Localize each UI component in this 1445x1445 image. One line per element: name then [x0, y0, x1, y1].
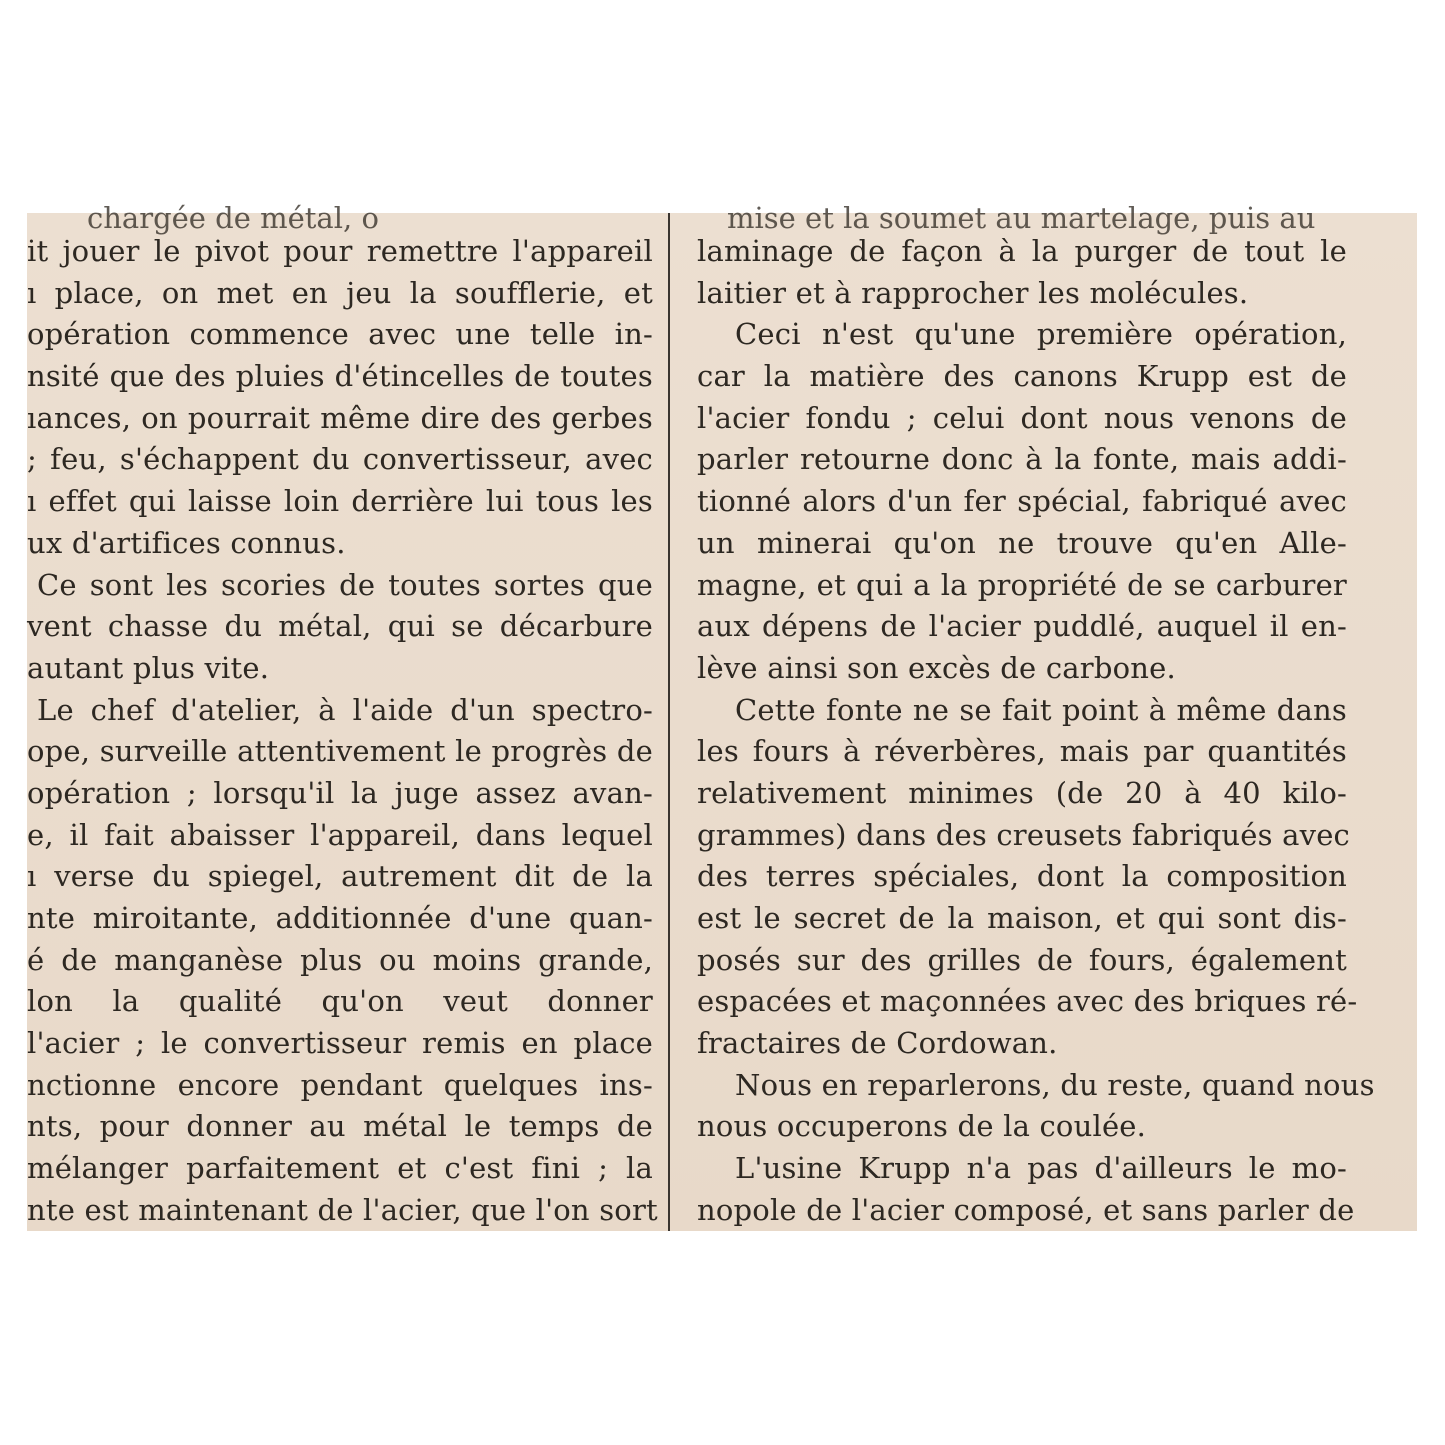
- text-line: tionné alors d'un fer spécial, fabriqué avec: [697, 484, 1347, 519]
- text-line: des terres spéciales, dont la composition: [697, 859, 1347, 894]
- text-line: é de manganèse plus ou moins grande,: [27, 942, 653, 977]
- cropped-top-line-left: chargée de métal, o: [87, 201, 379, 235]
- text-line: laminage de façon à la purger de tout le: [697, 234, 1347, 268]
- text-line: it jouer le pivot pour remettre l'appareil: [27, 234, 653, 268]
- text-line: Cette fonte ne se fait point à même dans: [735, 692, 1347, 727]
- text-line: nsité que des pluies d'étincelles de toutes: [27, 359, 653, 394]
- text-line: mélanger parfaitement et c'est fini ; la: [27, 1151, 653, 1186]
- text-line: est le secret de la maison, et qui sont dis-: [697, 901, 1347, 935]
- text-line: grammes) dans des creusets fabriqués avec: [697, 817, 1350, 852]
- text-line: ; feu, s'échappent du convertisseur, avec: [27, 442, 653, 477]
- text-line: nte miroitante, additionnée d'une quan-: [27, 901, 653, 935]
- text-line: fractaires de Cordowan.: [697, 1026, 1058, 1061]
- cropped-top-line-right: mise et la soumet au martelage, puis au: [727, 201, 1316, 235]
- text-line: ı verse du spiegel, autrement dit de la: [27, 859, 653, 894]
- text-line: ı place, on met en jeu la soufflerie, et: [27, 275, 653, 310]
- text-line: nte est maintenant de l'acier, que l'on sort: [27, 1192, 658, 1227]
- text-line: ux d'artifices connus.: [27, 525, 346, 560]
- text-line: opération ; lorsqu'il la juge assez avan-: [27, 775, 653, 810]
- text-line: aux dépens de l'acier puddlé, auquel il en-: [697, 609, 1347, 644]
- text-line: espacées et maçonnées avec des briques ré-: [697, 984, 1358, 1019]
- text-line: ıances, on pourrait même dire des gerbes: [27, 400, 653, 435]
- left-text-column: [27, 231, 658, 1232]
- scanned-page: [27, 201, 1417, 1231]
- text-line: parler retourne donc à la fonte, mais addi-: [697, 442, 1347, 477]
- text-line: ope, surveille attentivement le progrès de: [27, 734, 653, 769]
- text-line: un minerai qu'on ne trouve qu'en Alle-: [697, 525, 1347, 560]
- text-line: l'acier fondu ; celui dont nous venons de: [697, 400, 1347, 435]
- text-line: posés sur des grilles de fours, également: [697, 942, 1347, 977]
- text-line: les fours à réverbères, mais par quantités: [697, 734, 1347, 769]
- text-line: l'acier ; le convertisseur remis en place: [27, 1026, 653, 1061]
- text-line: Nous en reparlerons, du reste, quand nous: [735, 1067, 1375, 1102]
- text-line: car la matière des canons Krupp est de: [697, 359, 1347, 394]
- text-line: nts, pour donner au métal le temps de: [27, 1109, 653, 1144]
- text-line: relativement minimes (de 20 à 40 kilo-: [697, 775, 1347, 810]
- text-line: Ceci n'est qu'une première opération,: [735, 317, 1347, 352]
- text-line: nous occuperons de la coulée.: [697, 1109, 1147, 1144]
- text-line: autant plus vite.: [27, 650, 270, 685]
- text-line: opération commence avec une telle in-: [27, 317, 653, 352]
- text-line: e, il fait abaisser l'appareil, dans lequel: [27, 817, 653, 852]
- text-line: lève ainsi son excès de carbone.: [697, 650, 1176, 685]
- text-line: Le chef d'atelier, à l'aide d'un spectro-: [37, 692, 653, 727]
- text-line: L'usine Krupp n'a pas d'ailleurs le mo-: [735, 1151, 1347, 1186]
- column-divider: [668, 213, 670, 1231]
- text-line: ı effet qui laisse loin derrière lui tous les: [27, 484, 653, 519]
- text-line: laitier et à rapprocher les molécules.: [697, 275, 1249, 310]
- right-text-column: [697, 231, 1375, 1232]
- text-line: vent chasse du métal, qui se décarbure: [27, 609, 653, 644]
- text-line: lon la qualité qu'on veut donner: [27, 984, 653, 1019]
- text-line: nctionne encore pendant quelques ins-: [27, 1067, 653, 1102]
- text-line: nopole de l'acier composé, et sans parler de: [697, 1192, 1355, 1227]
- text-line: magne, et qui a la propriété de se carburer: [697, 567, 1347, 602]
- text-line: Ce sont les scories de toutes sortes que: [37, 567, 653, 602]
